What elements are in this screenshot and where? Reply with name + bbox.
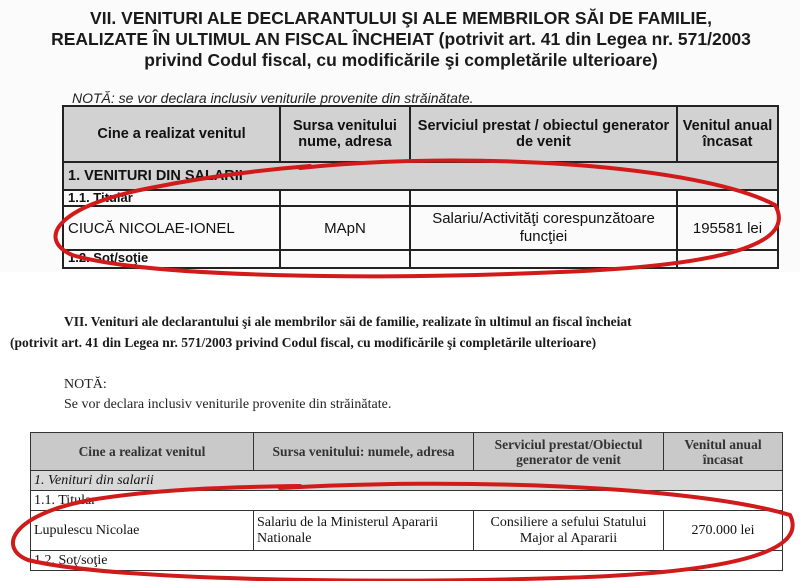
top-row-service: Salariu/Activităţi corespunzătoare funcţiei xyxy=(410,206,677,250)
top-income-row xyxy=(63,206,778,250)
top-section-row xyxy=(63,162,778,190)
top-sub2-label: 1.2. Soţ/soţie xyxy=(63,250,280,268)
bottom-declaration-doc xyxy=(0,287,800,581)
top-sub2-row xyxy=(63,250,778,268)
bottom-title-line1: VII. Venituri ale declarantului şi ale membrilor săi de familie, realizate în ultimul an fiscal încheiat xyxy=(64,314,632,329)
top-header-who: Cine a realizat venitul xyxy=(63,106,280,162)
top-empty-cell xyxy=(677,190,778,206)
bottom-note-label: NOTĂ: xyxy=(64,377,107,392)
top-declaration-scan xyxy=(0,0,800,272)
bottom-row-income: 270.000 lei xyxy=(664,511,783,551)
top-header-row xyxy=(63,106,778,162)
bottom-sub1-row xyxy=(31,491,783,511)
top-sub1-row xyxy=(63,190,778,206)
bottom-income-row xyxy=(31,511,783,551)
bottom-note xyxy=(64,375,391,415)
top-note: NOTĂ: se vor declara inclusiv veniturile provenite din străinătate. xyxy=(72,90,474,106)
bottom-income-table xyxy=(30,432,783,571)
bottom-title-line2: (potrivit art. 41 din Legea nr. 571/2003 privind Codul fiscal, cu modificările şi completările ulterioare) xyxy=(10,335,597,350)
top-section-label: 1. VENITURI DIN SALARII xyxy=(63,162,778,190)
bottom-header-service: Serviciul prestat/Obiectul generator de venit xyxy=(474,433,664,471)
top-income-table xyxy=(62,105,779,269)
bottom-header-income: Venitul anual încasat xyxy=(664,433,783,471)
top-header-source: Sursa venitului nume, adresa xyxy=(280,106,410,162)
top-sub1-label: 1.1. Titular xyxy=(63,190,280,206)
bottom-row-source: Salariu de la Ministerul Apararii Nationale xyxy=(254,511,474,551)
top-empty-cell xyxy=(280,250,410,268)
top-section-title: VII. VENITURI ALE DECLARANTULUI ŞI ALE MEMBRILOR SĂI DE FAMILIE, REALIZATE ÎN ULTIMUL AN FISCAL ÎNCHEIAT (potrivit art. 41 din Legea nr. 571/2003 privind Codul fiscal, cu modificările şi completările ulterioare) xyxy=(51,8,751,70)
top-row-income: 195581 lei xyxy=(677,206,778,250)
top-row-source: MApN xyxy=(280,206,410,250)
bottom-header-who: Cine a realizat venitul xyxy=(31,433,254,471)
top-empty-cell xyxy=(410,250,677,268)
bottom-sub2-label: 1.2. Soţ/soţie xyxy=(31,551,783,571)
bottom-header-row xyxy=(31,433,783,471)
bottom-sub1-label: 1.1. Titular xyxy=(31,491,783,511)
top-empty-cell xyxy=(677,250,778,268)
bottom-row-who: Lupulescu Nicolae xyxy=(31,511,254,551)
bottom-section-label: 1. Venituri din salarii xyxy=(31,471,783,491)
top-row-who: CIUCĂ NICOLAE-IONEL xyxy=(63,206,280,250)
bottom-section-title xyxy=(10,311,798,353)
top-empty-cell xyxy=(410,190,677,206)
bottom-note-text: Se vor declara inclusiv veniturile provenite din străinătate. xyxy=(64,397,392,412)
top-header-service: Serviciul prestat / obiectul generator de venit xyxy=(410,106,677,162)
bottom-sub2-row xyxy=(31,551,783,571)
top-empty-cell xyxy=(280,190,410,206)
bottom-row-service: Consiliere a sefului Statului Major al Apararii xyxy=(474,511,664,551)
bottom-header-source: Sursa venitului: numele, adresa xyxy=(254,433,474,471)
top-header-income: Venitul anual încasat xyxy=(677,106,778,162)
bottom-section-row xyxy=(31,471,783,491)
